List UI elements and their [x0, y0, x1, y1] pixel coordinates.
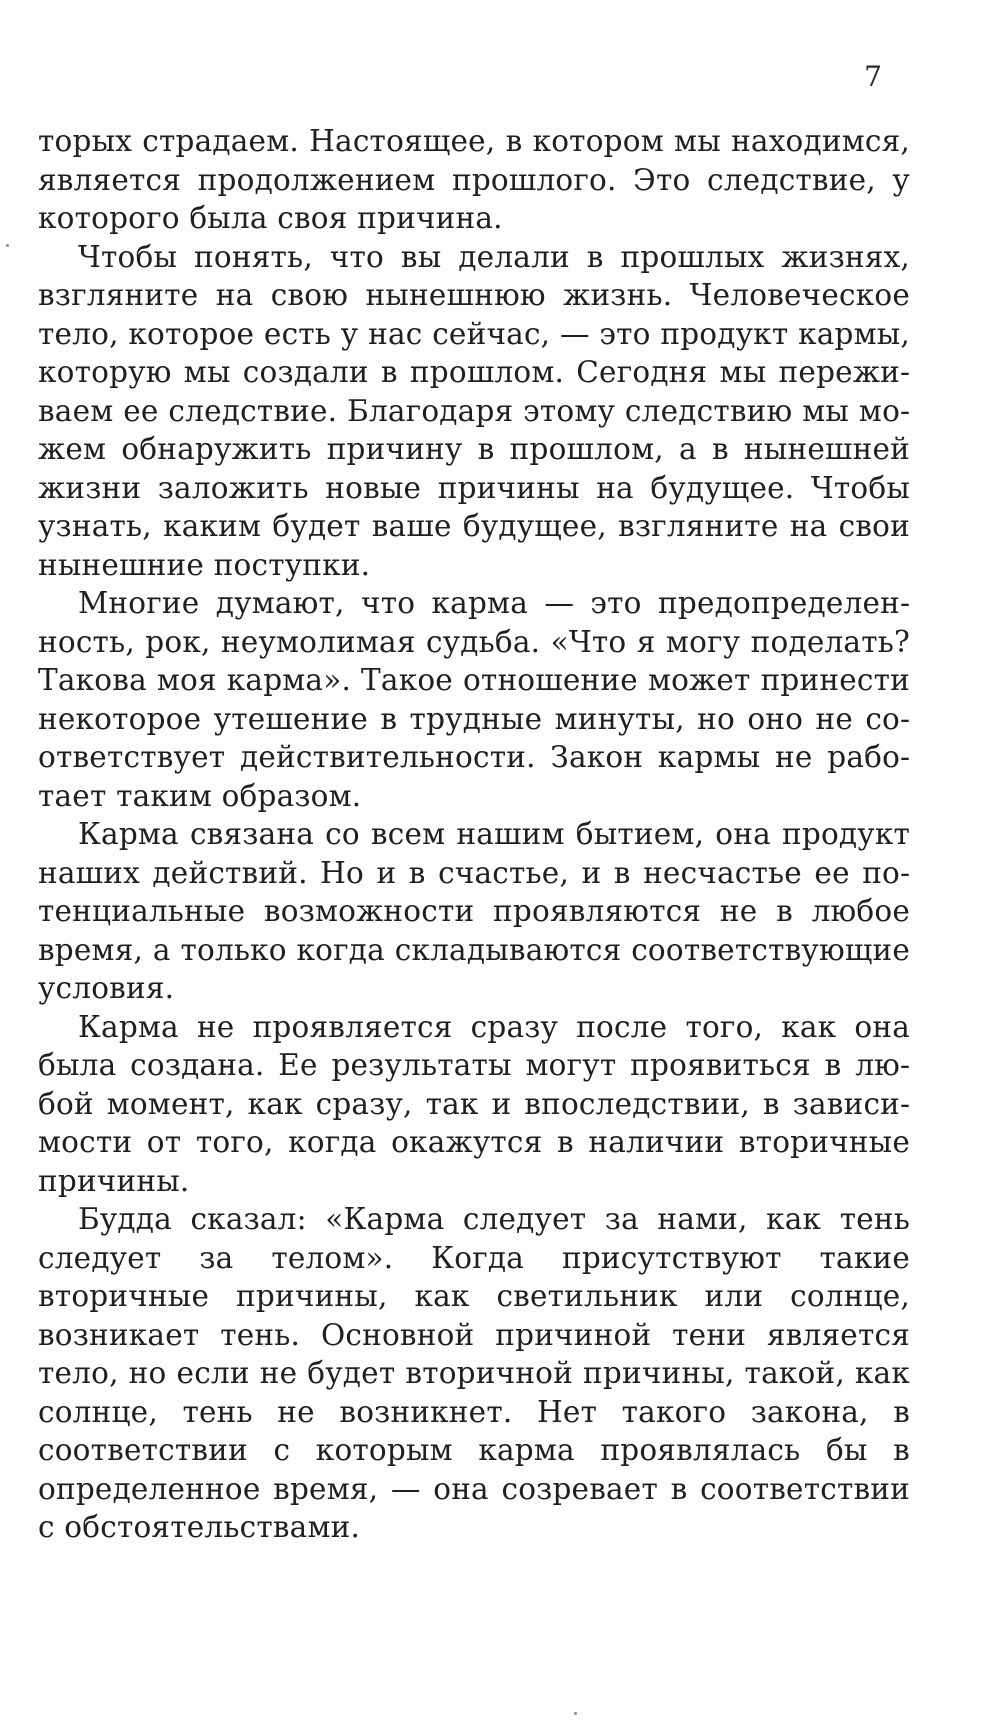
- body-text: [38, 122, 910, 1547]
- paper-speck: [574, 1712, 577, 1715]
- paragraph-4: Карма связана со всем нашим бытием, она продукт наших действий. Но и в счастье, и в несчастье ее потенциальные возможности проявляются не в любое время, а только когда складываются соответствующие условия.: [38, 817, 910, 1005]
- page-number: 7: [864, 60, 882, 93]
- paragraph-3: Многие думают, что карма — это предопределенность, рок, неумолимая судьба. «Что я могу поделать? Такова моя карма». Такое отношение может принести некоторое утешение в трудные минуты, но оно не соответствует действительности. Закон кармы не работает таким образом.: [38, 586, 910, 813]
- paper-speck: [6, 244, 9, 247]
- paragraph-2: Чтобы понять, что вы делали в прошлых жизнях, взгляните на свою нынешнюю жизнь. Человеческое тело, которое есть у нас сейчас, — это продукт кармы, которую мы создали в прошлом. Сегодня мы переживаем ее следствие. Благодаря этому следствию мы можем обнаружить причину в прошлом, а в нынешней жизни заложить новые причины на будущее. Чтобы узнать, каким будет ваше будущее, взгляните на свои нынешние поступки.: [38, 239, 910, 582]
- paragraph-1: торых страдаем. Настоящее, в котором мы находимся, является продолжением прошлого. Это следствие, у которого была своя причина.: [38, 124, 910, 235]
- paragraph-6: Будда сказал: «Карма следует за нами, как тень следует за телом». Когда присутствуют такие вторичные причины, как светильник или солнце, возникает тень. Основной причиной тени является тело, но если не будет вторичной причины, такой, как солнце, тень не возникнет. Нет такого закона, в соответствии с которым карма проявлялась бы в определенное время, — она созревает в соответствии с обстоятельствами.: [38, 1202, 910, 1544]
- paragraph-5: Карма не проявляется сразу после того, как она была создана. Ее результаты могут проявиться в любой момент, как сразу, так и впоследствии, в зависимости от того, когда окажутся в наличии вторичные причины.: [38, 1009, 910, 1198]
